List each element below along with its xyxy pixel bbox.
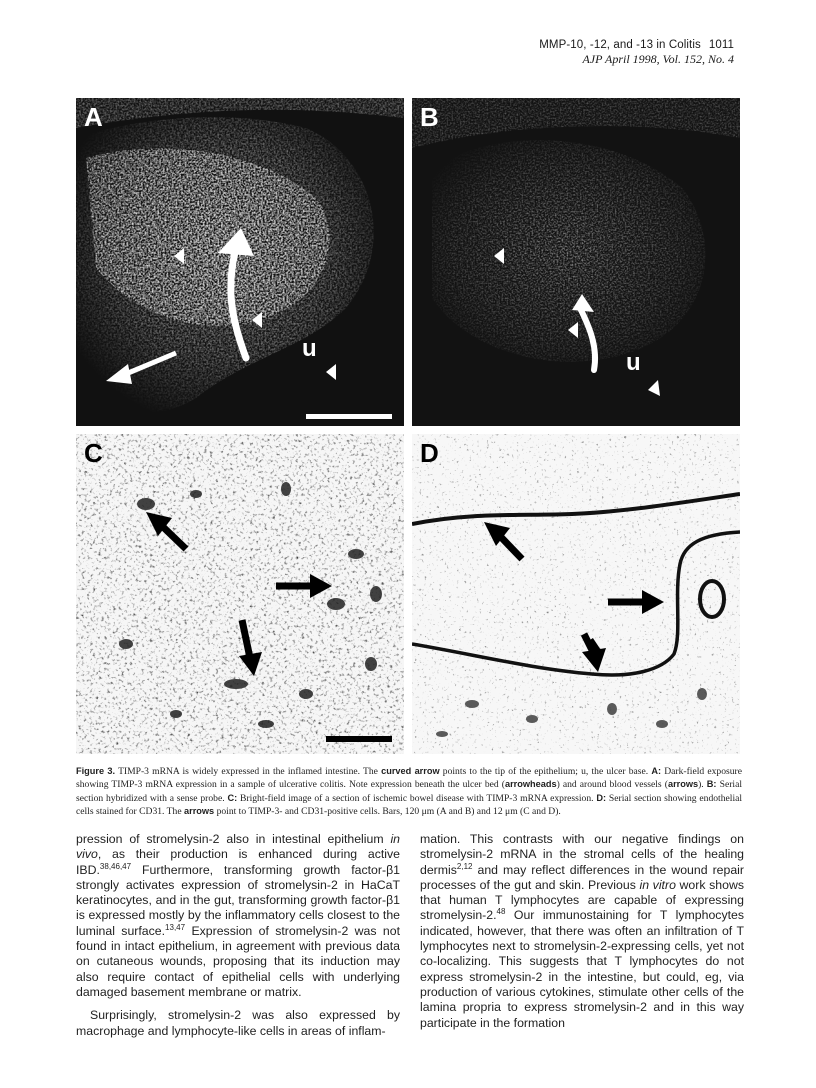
caption-lead: Figure 3. xyxy=(76,766,116,776)
caption-text: ). xyxy=(698,779,704,791)
panel-label-b: B xyxy=(420,102,439,132)
micrograph-panel-c xyxy=(76,434,404,754)
caption-text: ) and around blood vessels ( xyxy=(556,779,668,791)
journal-citation: AJP April 1998, Vol. 152, No. 4 xyxy=(582,52,734,66)
panel-c-image xyxy=(76,434,404,754)
paragraph: Surprisingly, stromelysin-2 was also expressed by macrophage and lymphocyte-like cells in areas of inflam- xyxy=(76,1008,400,1038)
micrograph-panel-d xyxy=(412,434,740,754)
caption-panel-ref: B: xyxy=(706,779,717,790)
caption-text: point to TIMP-3- and CD31-positive cells. Bars, 120 μm (A and B) and 12 μm (C and D). xyxy=(216,806,561,818)
ulcer-marker-b: u xyxy=(626,349,641,376)
citation: 13,47 xyxy=(165,922,186,932)
micrograph-panel-a xyxy=(76,98,404,426)
caption-panel-ref: C: xyxy=(227,792,238,803)
panel-label-c: C xyxy=(84,438,103,468)
caption-text: Serial section showing endothelial cells stained for CD31. The xyxy=(76,792,743,818)
running-title: MMP-10, -12, and -13 in Colitis xyxy=(539,39,701,51)
caption-bold: arrows xyxy=(184,806,215,817)
caption-text: TIMP-3 mRNA is widely expressed in the inflamed intestine. The xyxy=(118,766,378,777)
panel-label-a: A xyxy=(84,102,103,132)
body-column-left xyxy=(76,832,400,1039)
micrograph-panel-b xyxy=(412,98,740,426)
citation: 2,12 xyxy=(456,861,473,871)
page-number: 1011 xyxy=(708,39,734,51)
caption-text: points to the tip of the epithelium; u, the ulcer base. xyxy=(442,766,649,777)
caption-text: Serial section hybridized with a sense probe. xyxy=(76,779,742,804)
caption-panel-ref: D: xyxy=(596,792,607,803)
caption-panel-ref: A: xyxy=(651,766,662,776)
scale-bar-c xyxy=(326,736,392,742)
caption-text: Bright-field image of a section of ischemic bowel disease with TIMP-3 mRNA expression. xyxy=(239,792,594,804)
panel-label-d: D xyxy=(420,438,439,468)
paragraph: mation. This contrasts with our negative findings on stromelysin-2 mRNA in the stromal cells of the healing dermis$^{2,12}$ and may reflect differences in the wound repair processes of the gut and skin. Previous in vitro work shows that human T lymphocytes are capable of expressing stromelysin-2.48 Our immunostaining for T lymphocytes indicated, however, that there was often an infiltration of T lymphocytes next to stromelysin-2-expressing cells, yet not co-localizing. This suggests that T lymphocytes do not express stromelysin-2 in the intestine, but could, eg, via production of various cytokines, stimulate other cells of the lamina propria to express stromelysin-2 and in this way participate in the formation xyxy=(420,832,745,1030)
caption-text: Dark-field exposure showing TIMP-3 mRNA expression in a sample of ulcerative colitis. Note expression beneath the ulcer bed ( xyxy=(76,766,742,791)
running-header xyxy=(539,38,734,66)
scale-bar-a xyxy=(306,414,392,419)
figure-caption xyxy=(76,765,742,819)
panel-a-image xyxy=(76,98,404,426)
citation: 38,46,47 xyxy=(99,861,132,871)
body-column-right xyxy=(420,832,744,1031)
caption-bold: curved arrow xyxy=(381,766,440,776)
caption-bold: arrows xyxy=(667,779,699,790)
caption-bold: arrowheads xyxy=(504,779,557,790)
citation: 48 xyxy=(496,907,506,917)
panel-b-image xyxy=(412,98,740,426)
panel-d-image xyxy=(412,434,740,754)
paragraph: pression of stromelysin-2 also in intestinal epithelium in vivo, as their production is enhanced during active IBD.$^{38,46,47}$ Furthermore, transforming growth factor-β1 strongly activates expression of stromelysin-2 in HaCaT keratinocytes, and in the gut, transforming growth factor-β1 is expressed mostly by the inflammatory cells closest to the luminal surface.$^{13,47}$ Expression of stromelysin-2 was not found in intact epithelium, in agreement with previous data on cutaneous wounds, proposing that its induction may also require contact of epithelial cells with underlying damaged basement membrane or matrix. xyxy=(76,832,401,999)
ulcer-marker-a: u xyxy=(302,335,317,362)
